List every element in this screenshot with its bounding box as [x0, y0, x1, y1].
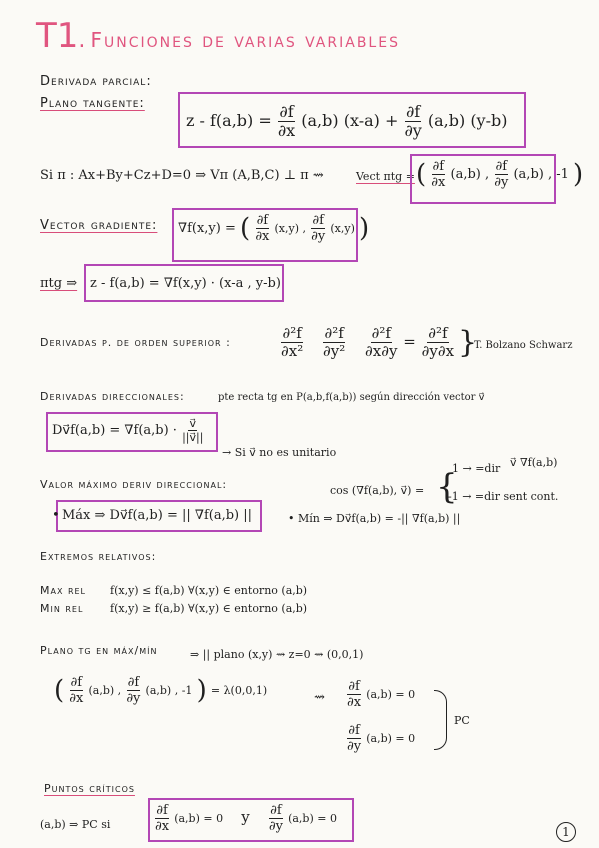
max-formula: Máx ⇒ Dv⃗f(a,b) = || ∇f(a,b) || — [62, 508, 253, 523]
max-rel-text: f(x,y) ≤ f(a,b) ∀(x,y) ∈ entorno (a,b) — [110, 584, 308, 597]
derivada-direccional-formula: Dv⃗f(a,b) = ∇f(a,b) · $\frac{v⃗}{||v⃗||}$ — [52, 417, 204, 444]
derivada-parcial-label: Derivada parcial: — [40, 74, 152, 89]
pc-brace-icon — [434, 690, 447, 750]
pt-lhs: z - f(a,b) = — [186, 111, 272, 130]
title-number: T1 — [36, 16, 79, 56]
valor-maximo-label: Valor máximo deriv direccional: — [40, 478, 228, 491]
plano-maxmin-vector: ( $\frac{\partial f}{\partial x}$ (a,b) , $\frac{\partial f}{\partial y}$ (a,b) , -1 ) = λ(0,0,1) — [54, 675, 268, 706]
puntos-criticos-label: Puntos críticos — [44, 782, 135, 795]
pitg-label: πtg ⇒ — [40, 276, 78, 291]
max-bullet: • — [52, 508, 60, 523]
plano-maxmin-arrow: ⇝ — [314, 690, 325, 705]
max-rel-label: Max rel — [40, 584, 87, 597]
page-number: 1 — [556, 822, 576, 842]
puntos-criticos-formula: $\frac{\partial f}{\partial x}$ (a,b) = 0 y $\frac{\partial f}{\partial y}$ (a,b) = 0 — [155, 803, 337, 834]
plano-tangente-label: Plano tangente: — [40, 96, 145, 111]
vector-gradiente-formula: ∇f(x,y) = ( $\frac{\partial f}{\partial x}$ (x,y) , $\frac{\partial f}{\partial y}$ (x,y) ) — [178, 213, 370, 244]
pc-eq-x: $\frac{\partial f}{\partial x}$ (a,b) = 0 — [347, 679, 416, 710]
derivadas-direccionales-label: Derivadas direccionales: — [40, 390, 185, 403]
cases-brace-icon: { — [436, 467, 458, 507]
plano-maxmin-label: Plano tg en máx/mín — [40, 644, 158, 657]
pc-eq-y: $\frac{\partial f}{\partial y}$ (a,b) = 0 — [347, 723, 416, 754]
plano-tangente-formula — [186, 104, 507, 139]
extremos-label: Extremos relativos: — [40, 550, 157, 563]
pt-frac-y: $\frac{\partial f}{\partial y}$ — [404, 102, 422, 140]
case-1: 1 → =dir — [452, 462, 501, 475]
case-1-vectors: v⃗ ∇f(a,b) — [510, 456, 558, 469]
min-formula: • Mín ⇒ Dv⃗f(a,b) = -|| ∇f(a,b) || — [288, 512, 461, 525]
pitg-formula: z - f(a,b) = ∇f(x,y) · (x-a , y-b) — [90, 276, 281, 291]
title-text: Funciones de varias variables — [90, 28, 400, 52]
cos-formula: cos (∇f(a,b), v⃗) = — [330, 484, 425, 497]
plano-maxmin-text: ⇒ || plano (x,y) ⇝ z=0 ⇝ (0,0,1) — [190, 648, 364, 661]
derivadas-superior-label: Derivadas p. de orden superior : — [40, 336, 231, 349]
derivadas-direccionales-desc: pte recta tg en P(a,b,f(a,b)) según dirección vector v⃗ — [218, 392, 485, 403]
vect-pitg-label: Vect πtg = — [356, 170, 415, 183]
pt-term1: (a,b) (x-a) + — [301, 111, 399, 130]
pc-label: PC — [454, 714, 470, 727]
min-rel-label: Min rel — [40, 602, 84, 615]
si-plano-text: Si π : Ax+By+Cz+D=0 ⇒ Vπ (A,B,C) ⊥ π ⇝ — [40, 168, 324, 183]
title-dot: . — [78, 28, 86, 53]
derivadas-superior-formulas: $\frac{\text{∂²f}}{\text{∂x²}}$ $\frac{\text{∂²f}}{\text{∂y²}}$ $\frac{\text{∂²f}}{\partial x\partial y}$ = $\frac{\text{∂²f}}{\partial y\partial x}$ — [281, 324, 455, 360]
brace-icon: } — [458, 325, 478, 360]
case-2: -1 → =dir sent cont. — [448, 490, 559, 503]
pc-condition-lhs: (a,b) ⇒ PC si — [40, 818, 111, 831]
min-rel-text: f(x,y) ≥ f(a,b) ∀(x,y) ∈ entorno (a,b) — [110, 602, 308, 615]
vect-pitg-formula: ( $\frac{\partial f}{\partial x}$ (a,b) , $\frac{\partial f}{\partial y}$ (a,b) , -1 ) — [416, 159, 584, 190]
vector-gradiente-label: Vector gradiente: — [40, 218, 158, 233]
schwarz-note: T. Bolzano Schwarz — [474, 340, 573, 351]
pt-frac-x: $\frac{\partial f}{\partial x}$ — [277, 102, 296, 140]
unitario-note: → Si v⃗ no es unitario — [222, 446, 337, 459]
page-title — [36, 16, 400, 56]
pt-term2: (a,b) (y-b) — [427, 111, 508, 130]
